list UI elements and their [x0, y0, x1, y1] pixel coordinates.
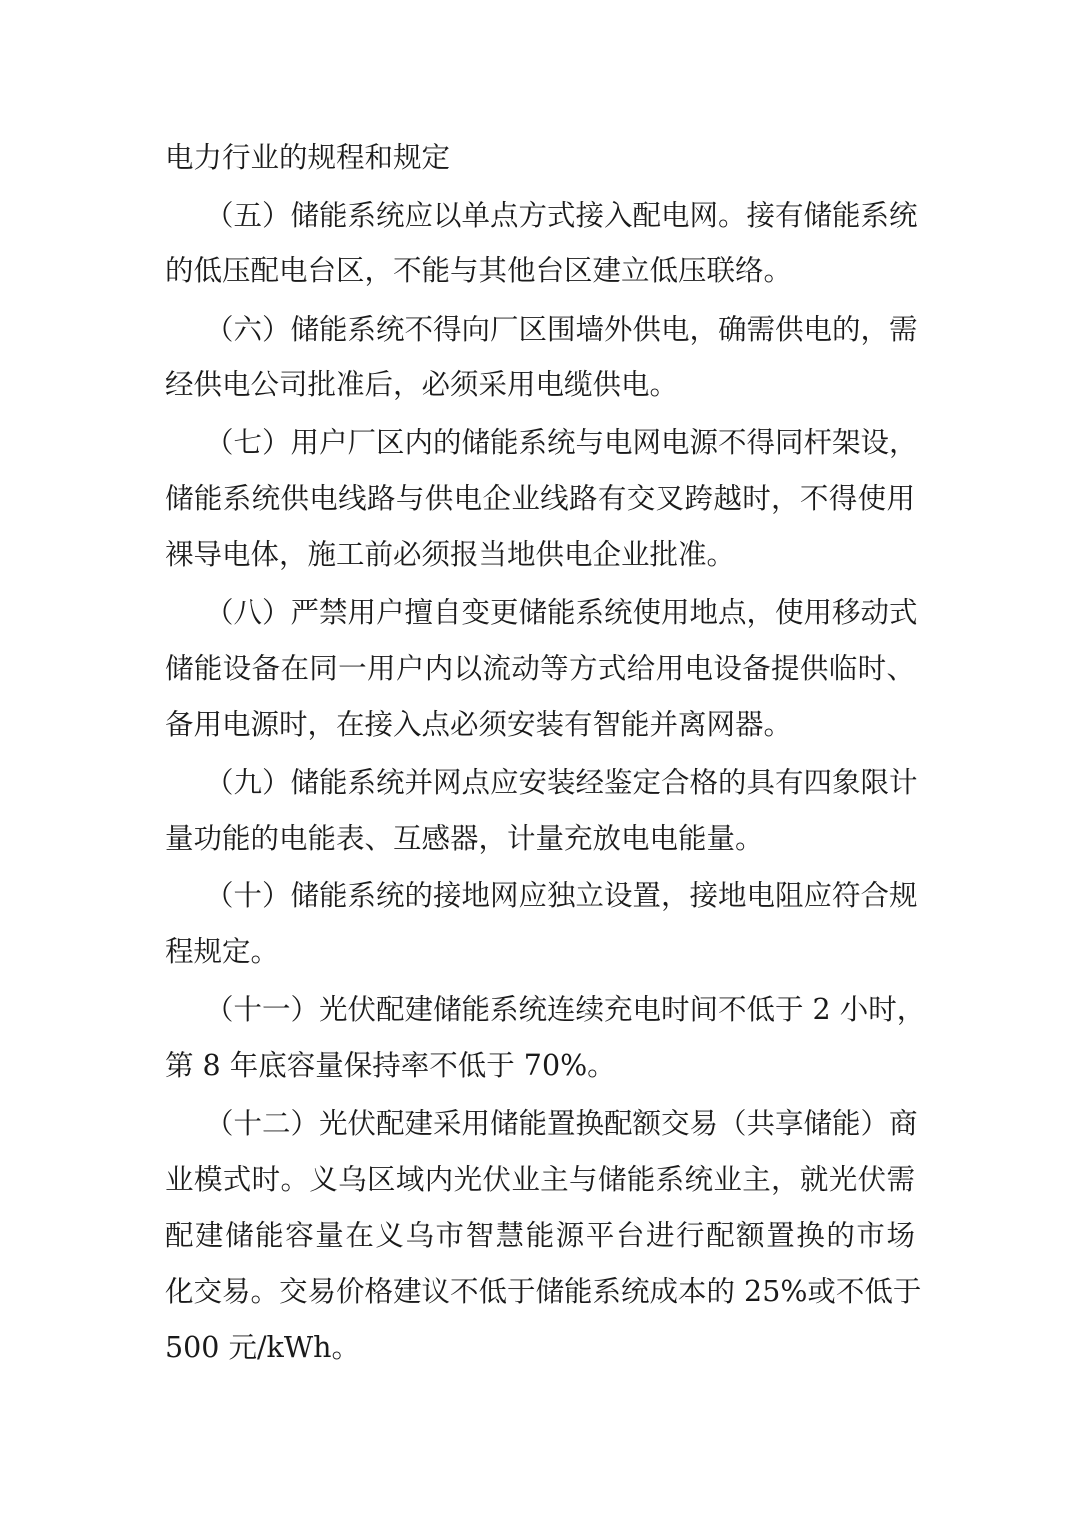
text-line-content: 配建储能容量在义乌市智慧能源平台进行配额置换的市场 [165, 1219, 915, 1252]
text-line-content: 储能系统供电线路与供电企业线路有交叉跨越时，不得使用 [165, 482, 915, 515]
text-line [0, 697, 1080, 753]
text-line [0, 1038, 1080, 1094]
text-line [0, 130, 1080, 186]
text-line-content: （五）储能系统应以单点方式接入配电网。接有储能系统 [205, 199, 918, 232]
text-line-content: 经供电公司批准后，必须采用电缆供电。 [165, 368, 679, 401]
text-line [0, 1096, 1080, 1152]
text-line [0, 302, 1080, 358]
text-line-content: 的低压配电台区，不能与其他台区建立低压联络。 [165, 254, 793, 287]
text-line [0, 641, 1080, 697]
text-line [0, 188, 1080, 244]
text-line-content: 电力行业的规程和规定 [165, 141, 451, 174]
text-line-content: 500 元/kWh。 [165, 1331, 360, 1364]
text-line-content: （十一）光伏配建储能系统连续充电时间不低于 2 小时， [205, 993, 926, 1026]
text-line-content: 程规定。 [165, 935, 280, 968]
text-line-content: 储能设备在同一用户内以流动等方式给用电设备提供临时、 [165, 652, 915, 685]
text-line-content: 量功能的电能表、互感器，计量充放电电能量。 [165, 822, 764, 855]
text-line [0, 755, 1080, 811]
text-line [0, 527, 1080, 583]
text-line [0, 243, 1080, 299]
text-line [0, 585, 1080, 641]
text-line [0, 357, 1080, 413]
text-line [0, 1320, 1080, 1376]
text-line-content: （十）储能系统的接地网应独立设置，接地电阻应符合规 [205, 879, 918, 912]
text-line [0, 924, 1080, 980]
text-line [0, 415, 1080, 471]
text-line-content: （八）严禁用户擅自变更储能系统使用地点，使用移动式 [205, 596, 918, 629]
text-line-content: 化交易。交易价格建议不低于储能系统成本的 25%或不低于 [165, 1275, 922, 1308]
text-line-content: （六）储能系统不得向厂区围墙外供电，确需供电的，需 [205, 313, 918, 346]
text-line [0, 1264, 1080, 1320]
text-line-content: 业模式时。义乌区域内光伏业主与储能系统业主，就光伏需 [165, 1163, 915, 1196]
text-line-content: 备用电源时，在接入点必须安装有智能并离网器。 [165, 708, 793, 741]
text-line-content: （七）用户厂区内的储能系统与电网电源不得同杆架设， [205, 426, 918, 459]
text-line-content: 裸导电体，施工前必须报当地供电企业批准。 [165, 538, 736, 571]
text-line-content: 第 8 年底容量保持率不低于 70%。 [165, 1049, 616, 1082]
text-line [0, 1208, 1080, 1264]
text-line [0, 811, 1080, 867]
text-line-content: （十二）光伏配建采用储能置换配额交易（共享储能）商 [205, 1107, 918, 1140]
text-line [0, 868, 1080, 924]
text-line [0, 471, 1080, 527]
text-line [0, 982, 1080, 1038]
text-line-content: （九）储能系统并网点应安装经鉴定合格的具有四象限计 [205, 766, 918, 799]
text-line [0, 1152, 1080, 1208]
